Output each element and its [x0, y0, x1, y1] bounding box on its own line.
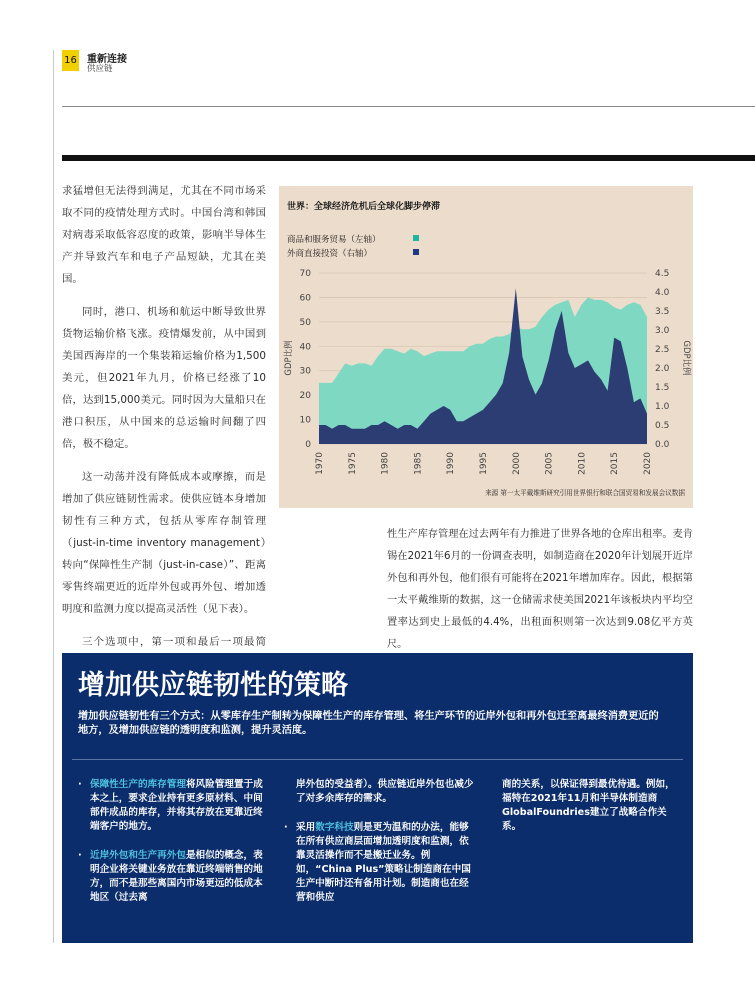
bullet-prefix: 采用	[296, 822, 316, 833]
x-tick-label: 2015	[610, 452, 621, 475]
chart-panel	[279, 186, 693, 508]
y-left-tick-label: 60	[299, 293, 311, 304]
bullet-text: 则是更为温和的办法，能够在所有供应商层面增加透明度和监测，依靠灵活操作而不是搬迁业务。例如，“China Plus”策略让制造商在中国生产中断时还有备用计划。制造商也在经营和供应	[296, 822, 471, 903]
chart-source: 来源 第一太平戴维斯研究引用世界银行和联合国贸易和发展会议数据	[485, 489, 685, 497]
y-left-axis-label: GDP比例	[284, 340, 294, 376]
left-column	[62, 180, 266, 708]
y-left-tick-label: 70	[299, 269, 311, 279]
feature-bullet	[78, 778, 268, 834]
x-tick-label: 2020	[643, 452, 653, 475]
bullet-continuation: 商的关系，以保证得到最优待遇。例如，福特在2021年11月和半导体制造商GlobalFoundries建立了战略合作关系。	[502, 779, 675, 832]
y-right-tick-label: 0.0	[655, 440, 670, 450]
bullet-text: 将风险管理置于成本之上，要求企业持有更多原材料、中间部件成品的库存，并将其存放在更靠近终端客户的地方。	[90, 779, 263, 832]
right-column	[387, 524, 693, 656]
bullet-continuation: 岸外包的受益者）。供应链近岸外包也减少了对多余库存的需求。	[296, 779, 474, 804]
body-paragraph: 求猛增但无法得到满足，尤其在不同市场采取不同的疫情处理方式时。中国台湾和韩国对病毒采取低容忍度的政策，影响半导体生产并导致汽车和电子产品短缺，尤其在美国。	[62, 185, 266, 285]
y-right-tick-label: 0.5	[655, 421, 670, 431]
margin-rule	[53, 50, 54, 943]
chart-title: 世界：全球经济危机后全球化脚步停滞	[287, 202, 441, 212]
y-right-axis-label: GDP比例	[681, 340, 691, 376]
header-title: 重新连接	[87, 54, 127, 65]
x-tick-label: 1990	[446, 452, 457, 475]
bullet-highlight: 近岸外包和生产再外包	[90, 850, 186, 861]
header-divider	[62, 106, 755, 107]
feature-divider	[72, 759, 683, 760]
x-tick-label: 1975	[347, 452, 358, 475]
body-paragraph: 三个选项中，第一项和最后一项最简	[82, 636, 266, 648]
page-number: 16	[62, 50, 79, 71]
feature-intro: 增加供应链韧性有三个方式：从零库存生产制转为保障性生产的库存管理、将生产环节的近岸外包和再外包迁至离最终消费更近的地方，及增加供应链的透明度和监测，提升灵活度。	[78, 711, 659, 736]
x-tick-label: 2010	[577, 452, 588, 475]
legend-trade-label: 商品和服务贸易（左轴）	[287, 235, 381, 245]
y-right-tick-label: 2.0	[655, 364, 670, 374]
legend-fdi-label: 外商直接投资（右轴）	[287, 249, 373, 259]
bullet-text: 是相似的概念，表明企业将关键业务放在靠近终端销售的地方，而不是那些离国内市场更远的低成本地区（过去离	[90, 850, 263, 903]
feature-bullet	[284, 821, 476, 905]
x-tick-label: 1985	[413, 452, 424, 475]
y-left-tick-label: 0	[305, 440, 311, 450]
x-tick-label: 1995	[479, 452, 489, 475]
body-paragraph: 性生产库存管理在过去两年有力推进了世界各地的仓库出租率。麦肯锡在2021年6月的一份调查表明，如制造商在2020年计划展开近岸外包和再外包，他们很有可能将在2021年增加库存。因此，根据第一太平戴维斯的数据，这一仓储需求使美国2021年该板块内平均空置率达到史上最低的4.4%，出租面积则第一次达到9.08亿平方英尺。	[387, 529, 693, 650]
header-subtitle: 供应链	[87, 64, 113, 74]
y-right-tick-label: 3.5	[655, 307, 670, 317]
y-right-tick-label: 1.5	[655, 383, 670, 393]
bullet-dot-icon: ·	[284, 822, 288, 833]
feature-bullet	[78, 849, 268, 905]
y-right-tick-label: 1.0	[655, 402, 670, 412]
y-left-tick-label: 10	[299, 415, 311, 426]
y-right-tick-label: 4.5	[655, 269, 670, 279]
strategy-feature-box	[62, 653, 693, 943]
feature-column-3	[490, 778, 680, 834]
bullet-dot-icon: ·	[78, 850, 82, 861]
x-tick-label: 2000	[511, 452, 522, 475]
area-chart	[279, 186, 693, 508]
feature-column-2	[284, 778, 476, 920]
y-left-tick-label: 40	[299, 342, 311, 353]
body-paragraph: 同时，港口、机场和航运中断导致世界货物运输价格飞涨。疫情爆发前，从中国到美国西海岸的一个集装箱运输价格为1,500美元，但2021年九月，价格已经涨了10倍，达到15,000美元。同时因为大量船只在港口积压，从中国来的总运输时间翻了四倍，极不稳定。	[62, 306, 266, 450]
y-right-tick-label: 3.0	[655, 326, 670, 336]
feature-column-1	[78, 778, 268, 920]
bullet-dot-icon: ·	[78, 779, 82, 790]
y-left-tick-label: 50	[299, 317, 311, 328]
bullet-highlight: 数字科技	[315, 822, 354, 833]
feature-title: 增加供应链韧性的策略	[78, 670, 348, 701]
y-left-tick-label: 30	[299, 366, 311, 377]
y-left-tick-label: 20	[299, 391, 311, 402]
section-divider	[62, 155, 755, 161]
body-paragraph: 这一动荡并没有降低成本或摩擦，而是增加了供应链韧性需求。使供应链本身增加韧性有三种方式，包括从零库存制管理（just-in-time inventory management）转向“保障性生产制（just-in-case）”、距离零售终端更近的近岸外包或再外包、增加透明度和监测力度以提高灵活性（见下表）。	[62, 471, 266, 615]
x-tick-label: 2005	[544, 452, 555, 475]
bullet-highlight: 保障性生产的库存管理	[90, 779, 186, 790]
x-tick-label: 1970	[315, 452, 325, 475]
y-right-tick-label: 2.5	[655, 345, 670, 355]
x-tick-label: 1980	[380, 452, 391, 475]
y-right-tick-label: 4.0	[655, 288, 670, 298]
